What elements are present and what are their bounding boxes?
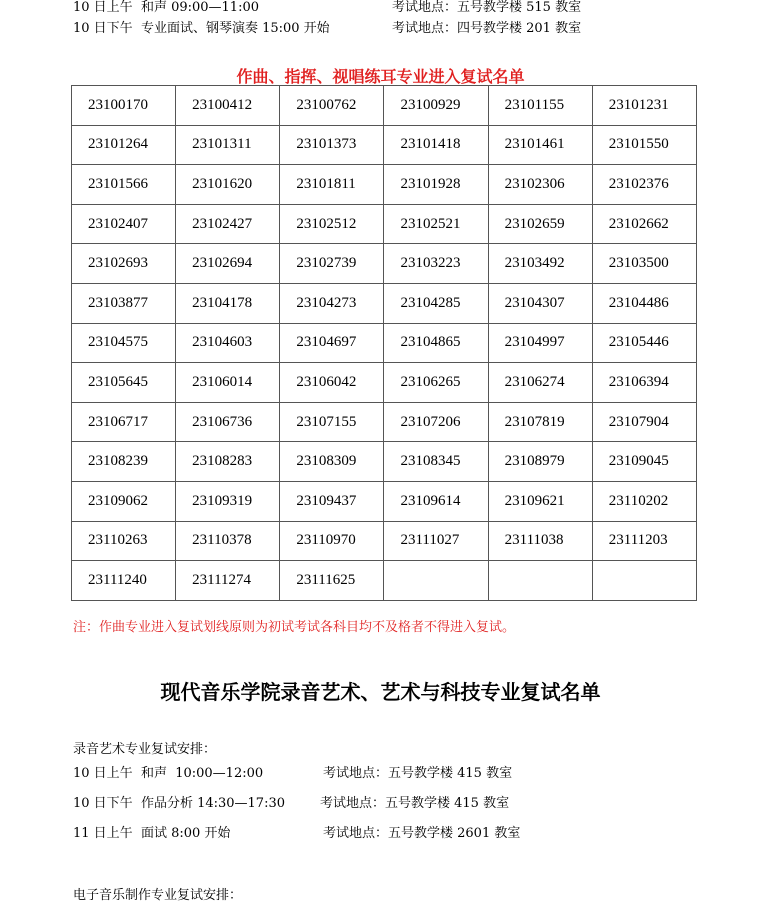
table-cell: 23102693 (72, 244, 176, 284)
table-cell: 23106394 (592, 363, 696, 403)
table-cell (384, 561, 488, 601)
table-cell: 23101811 (280, 165, 384, 205)
recording-place-1: 考试地点：五号教学楼 415 教室 (323, 766, 513, 781)
section2-title: 现代音乐学院录音艺术、艺术与科技专业复试名单 (160, 680, 601, 704)
table-cell: 23101461 (488, 125, 592, 165)
table-cell: 23104575 (72, 323, 176, 363)
table-cell: 23109045 (592, 442, 696, 482)
table-cell: 23101264 (72, 125, 176, 165)
table-cell: 23102739 (280, 244, 384, 284)
table-row (72, 323, 697, 363)
table-row (72, 561, 697, 601)
table-cell: 23101418 (384, 125, 488, 165)
table-cell: 23111203 (592, 521, 696, 561)
table-cell: 23102427 (176, 204, 280, 244)
table-cell: 23101550 (592, 125, 696, 165)
table-cell: 23108283 (176, 442, 280, 482)
table-cell: 23102512 (280, 204, 384, 244)
table-cell: 23106265 (384, 363, 488, 403)
table-row (72, 86, 697, 126)
table-cell: 23104865 (384, 323, 488, 363)
table-cell: 23102662 (592, 204, 696, 244)
composition-list-title: 作曲、指挥、视唱练耳专业进入复试名单 (236, 67, 525, 86)
table-cell: 23105645 (72, 363, 176, 403)
table-cell: 23101928 (384, 165, 488, 205)
table-cell: 23104273 (280, 283, 384, 323)
table-cell: 23101620 (176, 165, 280, 205)
table-cell: 23103223 (384, 244, 488, 284)
top-schedule-place-2: 考试地点：四号教学楼 201 教室 (392, 21, 582, 36)
table-row (72, 283, 697, 323)
table-cell: 23105446 (592, 323, 696, 363)
table-cell: 23101373 (280, 125, 384, 165)
table-cell: 23101231 (592, 86, 696, 126)
table-cell: 23102694 (176, 244, 280, 284)
table-cell: 23109437 (280, 481, 384, 521)
table-cell: 23102659 (488, 204, 592, 244)
table-cell: 23101311 (176, 125, 280, 165)
table-cell: 23104486 (592, 283, 696, 323)
table-cell: 23107206 (384, 402, 488, 442)
table-cell: 23101566 (72, 165, 176, 205)
table-cell: 23100762 (280, 86, 384, 126)
table-cell: 23102306 (488, 165, 592, 205)
table-cell: 23111027 (384, 521, 488, 561)
table-row (72, 204, 697, 244)
table-cell: 23104603 (176, 323, 280, 363)
table-row (72, 402, 697, 442)
table-cell: 23108239 (72, 442, 176, 482)
table-cell: 23106014 (176, 363, 280, 403)
table-cell: 23107155 (280, 402, 384, 442)
table-cell: 23110202 (592, 481, 696, 521)
top-schedule-time-1: 10 日上午 和声 09:00—11:00 (73, 0, 259, 15)
table-cell: 23104285 (384, 283, 488, 323)
table-cell: 23111038 (488, 521, 592, 561)
table-cell: 23109614 (384, 481, 488, 521)
recording-time-3: 11 日上午 面试 8:00 开始 (73, 826, 231, 841)
top-schedule-time-2: 10 日下午 专业面试、钢琴演奏 15:00 开始 (73, 21, 330, 36)
top-schedule-place-1: 考试地点：五号教学楼 515 教室 (392, 0, 582, 15)
table-cell: 23102407 (72, 204, 176, 244)
table-cell: 23103500 (592, 244, 696, 284)
table-cell: 23111274 (176, 561, 280, 601)
table-cell: 23103877 (72, 283, 176, 323)
recording-place-3: 考试地点：五号教学楼 2601 教室 (323, 826, 521, 841)
table-row (72, 442, 697, 482)
table-cell: 23106736 (176, 402, 280, 442)
recording-place-2: 考试地点：五号教学楼 415 教室 (320, 796, 510, 811)
recording-time-1: 10 日上午 和声 10:00—12:00 (73, 766, 264, 781)
recording-heading: 录音艺术专业复试安排： (73, 742, 217, 757)
table-cell: 23100170 (72, 86, 176, 126)
table-row (72, 521, 697, 561)
table-cell: 23104697 (280, 323, 384, 363)
table-cell: 23111240 (72, 561, 176, 601)
table-cell: 23108309 (280, 442, 384, 482)
composition-candidate-table (71, 85, 697, 601)
table-row (72, 363, 697, 403)
table-cell: 23109621 (488, 481, 592, 521)
table-cell: 23108345 (384, 442, 488, 482)
table-cell: 23107819 (488, 402, 592, 442)
table-cell: 23106274 (488, 363, 592, 403)
table-cell: 23100929 (384, 86, 488, 126)
table-cell: 23110263 (72, 521, 176, 561)
table-cell: 23102376 (592, 165, 696, 205)
table-cell: 23101155 (488, 86, 592, 126)
composition-note: 注：作曲专业进入复试划线原则为初试考试各科目均不及格者不得进入复试。 (73, 620, 516, 635)
table-cell: 23109062 (72, 481, 176, 521)
table-cell: 23106717 (72, 402, 176, 442)
table-cell: 23104178 (176, 283, 280, 323)
recording-time-2: 10 日下午 作品分析 14:30—17:30 (73, 796, 285, 811)
table-cell: 23110970 (280, 521, 384, 561)
electronic-heading: 电子音乐制作专业复试安排： (73, 888, 243, 903)
table-row (72, 125, 697, 165)
table-cell: 23110378 (176, 521, 280, 561)
table-cell: 23107904 (592, 402, 696, 442)
table-cell: 23106042 (280, 363, 384, 403)
table-row (72, 481, 697, 521)
table-cell: 23109319 (176, 481, 280, 521)
table-cell: 23100412 (176, 86, 280, 126)
table-cell (592, 561, 696, 601)
table-cell (488, 561, 592, 601)
table-cell: 23104997 (488, 323, 592, 363)
table-cell: 23108979 (488, 442, 592, 482)
table-cell: 23111625 (280, 561, 384, 601)
table-cell: 23103492 (488, 244, 592, 284)
table-cell: 23104307 (488, 283, 592, 323)
table-row (72, 165, 697, 205)
table-row (72, 244, 697, 284)
table-cell: 23102521 (384, 204, 488, 244)
